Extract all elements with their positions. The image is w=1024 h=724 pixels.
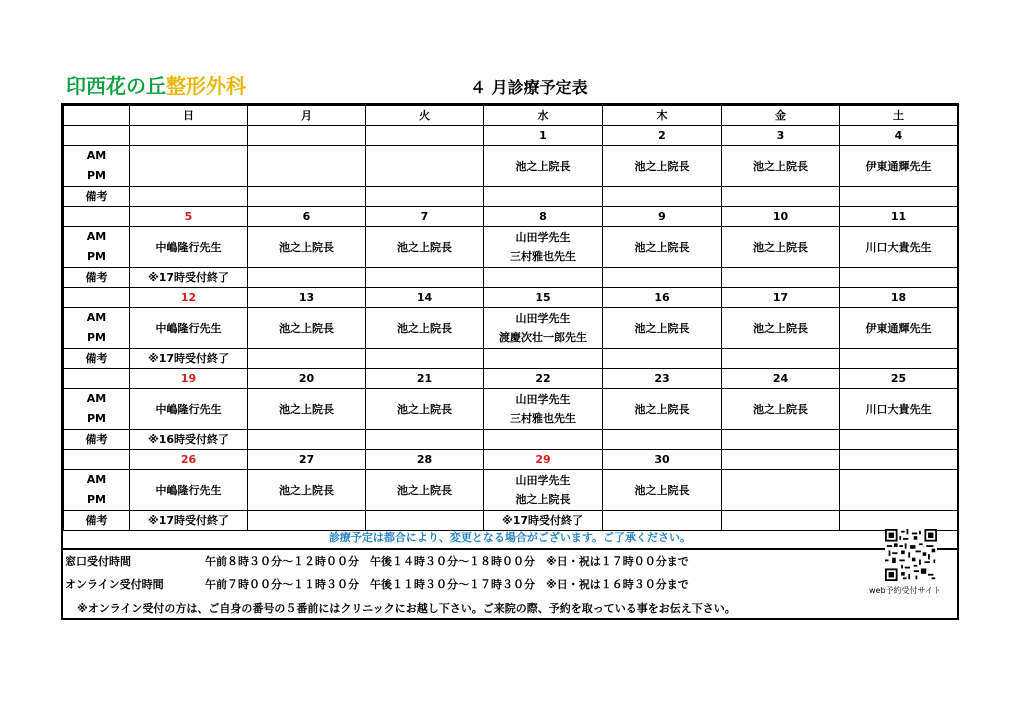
- doctor-name: 池之上院長: [279, 240, 334, 254]
- date-cell: 7: [366, 207, 484, 227]
- doctor-row: [64, 227, 958, 268]
- am-pm-label: [64, 146, 130, 187]
- date-cell: 18: [840, 288, 958, 308]
- remarks-cell: [366, 268, 484, 288]
- pm-label: PM: [86, 250, 106, 263]
- doctor-name: 池之上院長: [397, 240, 452, 254]
- doctor-cell: [840, 308, 958, 349]
- remarks-cell: [603, 187, 722, 207]
- date-cell: 15: [484, 288, 603, 308]
- schedule-change-notice: 診療予定は都合により、変更となる場合がございます。ご了承ください。: [63, 527, 957, 550]
- doctor-cell: [130, 308, 248, 349]
- date-cell: 28: [366, 450, 484, 470]
- remarks-cell: ※17時受付終了: [130, 268, 248, 288]
- am-label: AM: [86, 311, 107, 324]
- date-cell: 13: [248, 288, 366, 308]
- date-cell: 11: [840, 207, 958, 227]
- weekday-header: 日: [130, 106, 248, 126]
- remarks-cell: [366, 349, 484, 369]
- doctor-cell: [603, 227, 722, 268]
- doctor-cell: [722, 227, 840, 268]
- date-cell: 22: [484, 369, 603, 389]
- remarks-label: 備考: [64, 511, 130, 531]
- remarks-cell: [722, 430, 840, 450]
- remarks-cell: [484, 430, 603, 450]
- remarks-row: [64, 268, 958, 288]
- doctor-name: 池之上院長: [634, 321, 690, 335]
- date-cell: 9: [603, 207, 722, 227]
- date-cell: 29: [484, 450, 603, 470]
- doctor-name: 池之上院長: [753, 240, 808, 254]
- online-hours-label: オンライン受付時間: [65, 578, 164, 591]
- date-row: [64, 126, 958, 146]
- doctor-cell: [130, 146, 248, 187]
- doctor-name: 中嶋隆行先生: [155, 483, 222, 497]
- remarks-cell: [840, 349, 958, 369]
- doctor-name: 池之上院長: [515, 159, 571, 173]
- remarks-cell: [248, 349, 366, 369]
- remarks-cell: [603, 349, 722, 369]
- doctor-name: 川口大貴先生: [865, 402, 932, 416]
- doctor-cell: [248, 227, 366, 268]
- date-cell: 25: [840, 369, 958, 389]
- doctor-cell: [722, 389, 840, 430]
- remarks-row: [64, 349, 958, 369]
- date-row-label: [64, 450, 130, 470]
- doctor-row: [64, 389, 958, 430]
- doctor-name: 山田学先生: [515, 231, 571, 244]
- remarks-cell: [722, 268, 840, 288]
- weekday-header: 火: [366, 106, 484, 126]
- weekday-header: 月: [248, 106, 366, 126]
- doctor-name: 中嶋隆行先生: [155, 240, 222, 254]
- doctor-cell: [484, 470, 603, 511]
- date-cell: 24: [722, 369, 840, 389]
- doctor-name: 池之上院長: [634, 159, 690, 173]
- doctor-cell: [366, 227, 484, 268]
- date-cell: [722, 450, 840, 470]
- doctor-name: 池之上院長: [634, 483, 690, 497]
- am-label: AM: [86, 473, 107, 486]
- doctor-cell: [366, 470, 484, 511]
- doctor-name: 池之上院長: [279, 483, 334, 497]
- date-cell: 1: [484, 126, 603, 146]
- schedule-title: ４ 月診療予定表: [470, 78, 588, 97]
- remarks-cell: [248, 430, 366, 450]
- remarks-cell: [366, 187, 484, 207]
- pm-label: PM: [86, 331, 106, 344]
- doctor-name: 三村雅也先生: [510, 250, 576, 263]
- am-label: AM: [86, 149, 107, 162]
- doctor-cell: [484, 227, 603, 268]
- doctor-cell: [366, 146, 484, 187]
- doctor-cell: [722, 470, 840, 511]
- am-label: AM: [86, 392, 107, 405]
- doctor-name: 池之上院長: [753, 159, 808, 173]
- date-row-label: [64, 288, 130, 308]
- online-hours-row: [65, 576, 689, 592]
- remarks-cell: [722, 349, 840, 369]
- doctor-name: 池之上院長: [397, 321, 452, 335]
- date-cell: 21: [366, 369, 484, 389]
- clinic-name: [66, 70, 246, 99]
- date-cell: 8: [484, 207, 603, 227]
- date-cell: 12: [130, 288, 248, 308]
- date-cell: 6: [248, 207, 366, 227]
- doctor-name: 池之上院長: [753, 402, 808, 416]
- remarks-cell: [248, 187, 366, 207]
- weekday-header: 金: [722, 106, 840, 126]
- doctor-name: 池之上院長: [397, 483, 452, 497]
- doctor-cell: [722, 308, 840, 349]
- doctor-name: 山田学先生: [515, 312, 571, 325]
- remarks-cell: [840, 187, 958, 207]
- date-row: [64, 207, 958, 227]
- doctor-name: 伊東通輝先生: [865, 321, 932, 335]
- doctor-name: 中嶋隆行先生: [155, 321, 222, 335]
- weekday-header: 水: [484, 106, 603, 126]
- doctor-name: 三村雅也先生: [510, 412, 576, 425]
- date-cell: 4: [840, 126, 958, 146]
- doctor-name: 中嶋隆行先生: [155, 402, 222, 416]
- date-row: [64, 450, 958, 470]
- online-note: ※オンライン受付の方は、ご自身の番号の５番前にはクリニックにお越し下さい。ご来院の際、予約を取っている事をお伝え下さい。: [77, 602, 736, 615]
- doctor-cell: [130, 389, 248, 430]
- date-row: [64, 369, 958, 389]
- weekday-header-row: [64, 106, 958, 126]
- info-section: [63, 527, 957, 615]
- doctor-name: 池之上院長: [279, 321, 334, 335]
- date-cell: [840, 450, 958, 470]
- doctor-row: [64, 146, 958, 187]
- clinic-name-part1: 印西花の丘: [66, 74, 166, 98]
- remarks-cell: [484, 187, 603, 207]
- doctor-cell: [366, 389, 484, 430]
- doctor-cell: [722, 146, 840, 187]
- am-pm-label: [64, 308, 130, 349]
- remarks-cell: [840, 430, 958, 450]
- date-cell: 23: [603, 369, 722, 389]
- remarks-cell: [722, 187, 840, 207]
- doctor-cell: [484, 308, 603, 349]
- date-cell: 3: [722, 126, 840, 146]
- date-cell: [130, 126, 248, 146]
- qr-caption: web予約受付サイト: [869, 586, 941, 595]
- window-hours-label: 窓口受付時間: [65, 555, 131, 568]
- date-cell: 20: [248, 369, 366, 389]
- doctor-name: 池之上院長: [279, 402, 334, 416]
- doctor-cell: [248, 146, 366, 187]
- remarks-cell: [484, 349, 603, 369]
- doctor-name: 池之上院長: [397, 402, 452, 416]
- doctor-name: 伊東通輝先生: [865, 159, 932, 173]
- doctor-cell: [603, 308, 722, 349]
- remarks-label: 備考: [64, 430, 130, 450]
- qr-code-icon[interactable]: [883, 529, 939, 581]
- doctor-cell: [366, 308, 484, 349]
- pm-label: PM: [86, 412, 106, 425]
- doctor-cell: [484, 146, 603, 187]
- remarks-cell: ※17時受付終了: [130, 511, 248, 531]
- schedule-table: [63, 105, 958, 531]
- pm-label: PM: [86, 493, 106, 506]
- doctor-cell: [603, 389, 722, 430]
- remarks-cell: [248, 268, 366, 288]
- doctor-name: 渡慶次壮一郎先生: [499, 331, 587, 344]
- date-cell: 30: [603, 450, 722, 470]
- doctor-name: 山田学先生: [515, 474, 571, 487]
- doctor-cell: [603, 470, 722, 511]
- doctor-cell: [840, 470, 958, 511]
- pm-label: PM: [86, 169, 106, 182]
- doctor-row: [64, 308, 958, 349]
- remarks-cell: [366, 430, 484, 450]
- remarks-cell: [603, 268, 722, 288]
- doctor-name: 池之上院長: [753, 321, 808, 335]
- remarks-cell: ※16時受付終了: [130, 430, 248, 450]
- remarks-label: 備考: [64, 268, 130, 288]
- doctor-name: 山田学先生: [515, 393, 571, 406]
- remarks-label: 備考: [64, 349, 130, 369]
- remarks-cell: ※17時受付終了: [484, 511, 603, 531]
- doctor-row: [64, 470, 958, 511]
- remarks-cell: [840, 268, 958, 288]
- weekday-header: 土: [840, 106, 958, 126]
- date-cell: 14: [366, 288, 484, 308]
- doctor-name: 池之上院長: [634, 240, 690, 254]
- remarks-row: [64, 430, 958, 450]
- date-row-label: [64, 126, 130, 146]
- remarks-cell: [603, 430, 722, 450]
- date-cell: [248, 126, 366, 146]
- date-cell: 17: [722, 288, 840, 308]
- doctor-cell: [840, 146, 958, 187]
- doctor-cell: [840, 389, 958, 430]
- remarks-label: 備考: [64, 187, 130, 207]
- doctor-cell: [248, 470, 366, 511]
- date-cell: 10: [722, 207, 840, 227]
- doctor-cell: [603, 146, 722, 187]
- doctor-cell: [248, 389, 366, 430]
- date-row-label: [64, 369, 130, 389]
- remarks-cell: [130, 187, 248, 207]
- corner-cell: [64, 106, 130, 126]
- remarks-cell: [484, 268, 603, 288]
- schedule-sheet: [61, 103, 959, 620]
- date-row-label: [64, 207, 130, 227]
- doctor-cell: [130, 470, 248, 511]
- am-pm-label: [64, 227, 130, 268]
- date-cell: 2: [603, 126, 722, 146]
- am-label: AM: [86, 230, 107, 243]
- date-cell: 5: [130, 207, 248, 227]
- doctor-name: 池之上院長: [515, 493, 571, 506]
- doctor-cell: [840, 227, 958, 268]
- weekday-header: 木: [603, 106, 722, 126]
- am-pm-label: [64, 389, 130, 430]
- window-hours-text: 午前８時３０分～１２時００分 午後１４時３０分～１８時００分 ※日・祝は１７時００分まで: [205, 555, 689, 568]
- remarks-cell: ※17時受付終了: [130, 349, 248, 369]
- doctor-name: 川口大貴先生: [865, 240, 932, 254]
- date-cell: 27: [248, 450, 366, 470]
- online-hours-text: 午前７時００分～１１時３０分 午後１１時３０分～１７時３０分 ※日・祝は１６時３０分まで: [205, 578, 689, 591]
- doctor-cell: [130, 227, 248, 268]
- clinic-name-part2: 整形外科: [166, 74, 246, 98]
- remarks-row: [64, 187, 958, 207]
- date-cell: 16: [603, 288, 722, 308]
- date-row: [64, 288, 958, 308]
- doctor-cell: [484, 389, 603, 430]
- date-cell: 26: [130, 450, 248, 470]
- date-cell: [366, 126, 484, 146]
- am-pm-label: [64, 470, 130, 511]
- doctor-cell: [248, 308, 366, 349]
- date-cell: 19: [130, 369, 248, 389]
- window-hours-row: [65, 553, 689, 569]
- doctor-name: 池之上院長: [634, 402, 690, 416]
